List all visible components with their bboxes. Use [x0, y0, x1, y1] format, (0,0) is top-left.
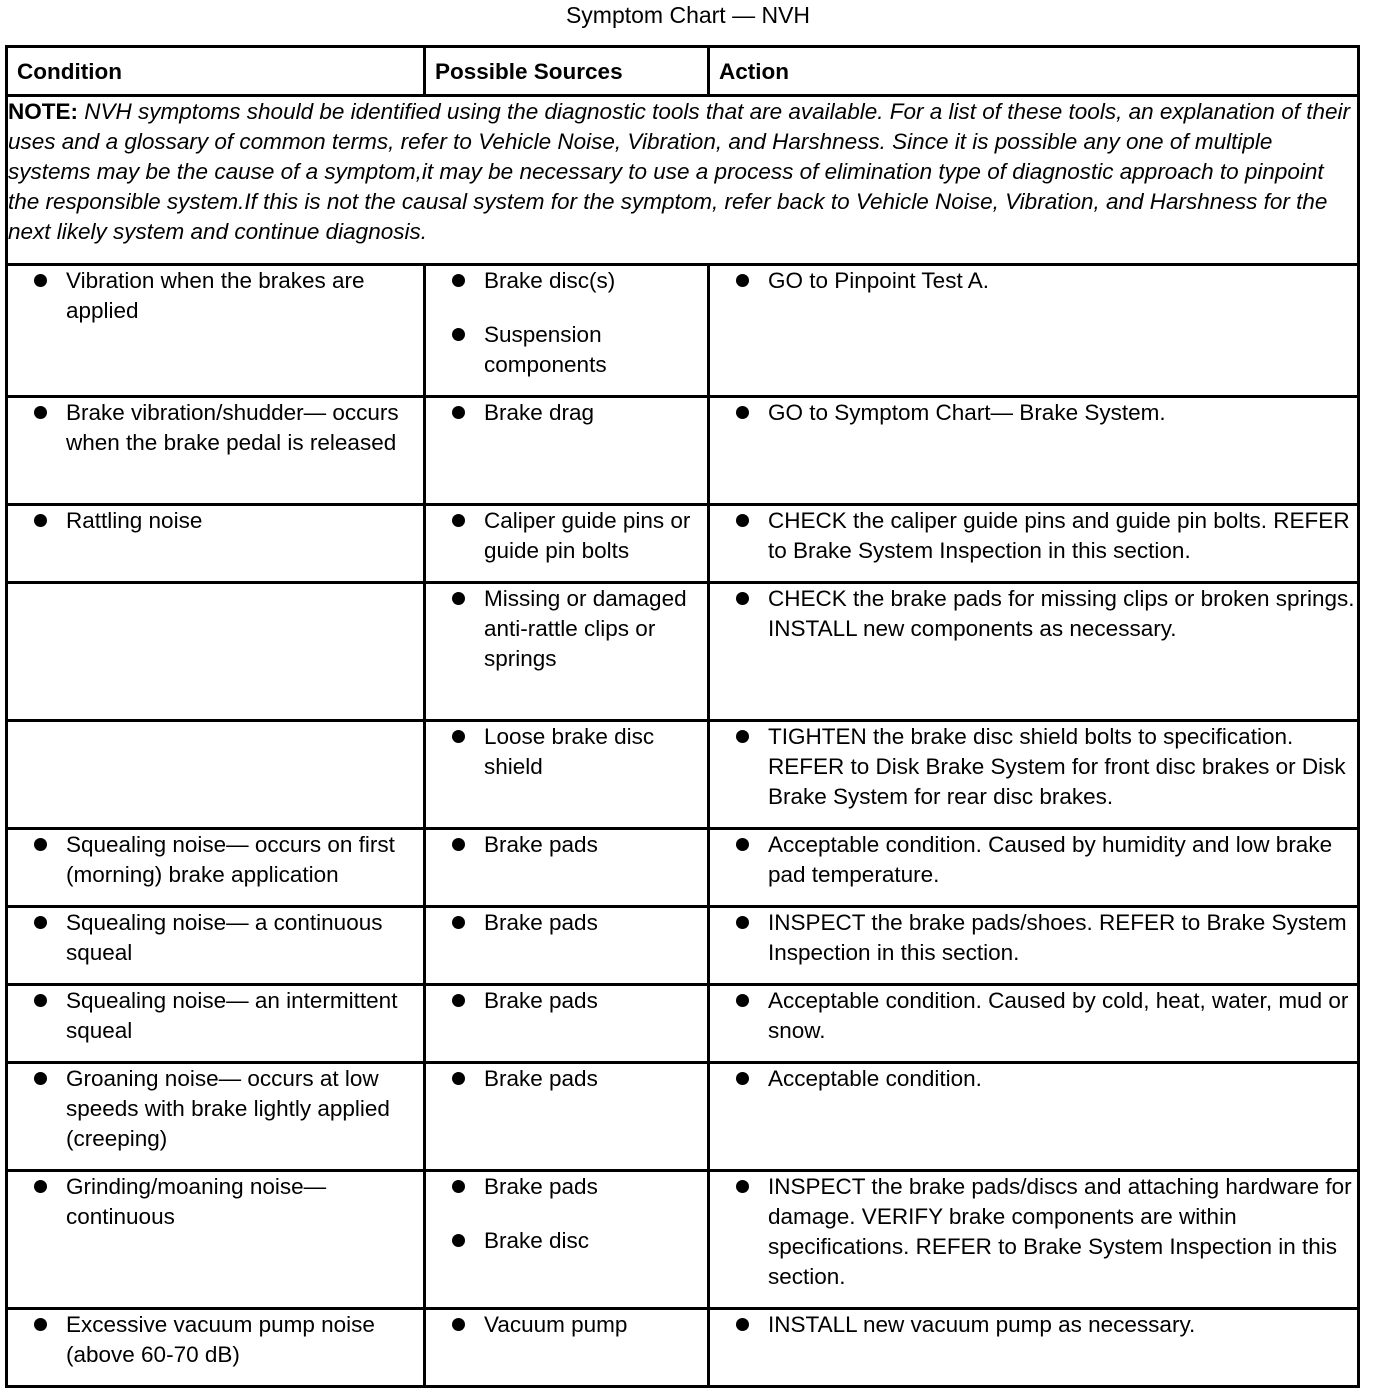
source-bullet-item: Brake disc(s): [426, 266, 707, 296]
table-row: [7, 985, 1359, 1063]
table-row: [7, 829, 1359, 907]
note-label: NOTE:: [8, 99, 78, 124]
condition-column-header: Condition: [7, 47, 425, 96]
action-cell: [709, 265, 1359, 397]
page-title: Symptom Chart — NVH: [565, 2, 811, 28]
source-bullet-item: Brake pads: [426, 908, 707, 938]
source-cell: [425, 583, 709, 721]
action-bullet-item: GO to Pinpoint Test A.: [710, 266, 1357, 296]
table-row: [7, 583, 1359, 721]
source-cell: [425, 1063, 709, 1171]
table-row: [7, 505, 1359, 583]
action-cell: [709, 907, 1359, 985]
source-cell: [425, 907, 709, 985]
action-cell: [709, 1063, 1359, 1171]
table-row: [7, 1063, 1359, 1171]
source-bullet-item: Suspension components: [426, 320, 707, 380]
action-bullet-item: Acceptable condition. Caused by cold, heat, water, mud or snow.: [710, 986, 1357, 1046]
condition-bullet-item: Brake vibration/shudder— occurs when the brake pedal is released: [8, 398, 423, 458]
possible-sources-column-header: Possible Sources: [425, 47, 709, 96]
action-bullet-item: CHECK the brake pads for missing clips or broken springs. INSTALL new components as necessary.: [710, 584, 1357, 644]
action-cell: [709, 505, 1359, 583]
action-cell: [709, 1171, 1359, 1309]
action-bullet-item: Acceptable condition.: [710, 1064, 1357, 1094]
action-bullet-item: CHECK the caliper guide pins and guide pin bolts. REFER to Brake System Inspection in this section.: [710, 506, 1357, 566]
source-cell: [425, 985, 709, 1063]
condition-cell: [7, 907, 425, 985]
table-row: [7, 907, 1359, 985]
table-row: [7, 1309, 1359, 1387]
source-bullet-item: Loose brake disc shield: [426, 722, 707, 782]
action-bullet-item: INSTALL new vacuum pump as necessary.: [710, 1310, 1357, 1340]
action-bullet-item: INSPECT the brake pads/shoes. REFER to Brake System Inspection in this section.: [710, 908, 1357, 968]
condition-bullet-item: Vibration when the brakes are applied: [8, 266, 423, 326]
condition-bullet-item: Rattling noise: [8, 506, 423, 536]
source-cell: [425, 265, 709, 397]
source-cell: [425, 505, 709, 583]
condition-bullet-item: Squealing noise— an intermittent squeal: [8, 986, 423, 1046]
condition-cell: [7, 265, 425, 397]
action-bullet-item: INSPECT the brake pads/discs and attaching hardware for damage. VERIFY brake components are within specifications. REFER to Brake System Inspection in this section.: [710, 1172, 1357, 1292]
action-cell: [709, 721, 1359, 829]
condition-bullet-item: Grinding/moaning noise— continuous: [8, 1172, 423, 1232]
source-bullet-item: Missing or damaged anti-rattle clips or springs: [426, 584, 707, 674]
symptom-chart-table: [5, 45, 1360, 1388]
note-row: [7, 96, 1359, 265]
source-cell: [425, 829, 709, 907]
note-cell: [7, 96, 1359, 265]
source-cell: [425, 1171, 709, 1309]
condition-cell: [7, 829, 425, 907]
condition-bullet-item: Groaning noise— occurs at low speeds with brake lightly applied (creeping): [8, 1064, 423, 1154]
condition-cell: [7, 721, 425, 829]
source-bullet-item: Brake disc: [426, 1226, 707, 1256]
condition-bullet-item: Squealing noise— a continuous squeal: [8, 908, 423, 968]
source-bullet-item: Brake pads: [426, 1172, 707, 1202]
source-cell: [425, 397, 709, 505]
condition-cell: [7, 583, 425, 721]
action-cell: [709, 829, 1359, 907]
table-row: [7, 1171, 1359, 1309]
condition-cell: [7, 1063, 425, 1171]
table-row: [7, 265, 1359, 397]
header-row: [7, 47, 1359, 96]
action-cell: [709, 985, 1359, 1063]
source-bullet-item: Brake drag: [426, 398, 707, 428]
source-bullet-item: Caliper guide pins or guide pin bolts: [426, 506, 707, 566]
condition-cell: [7, 1171, 425, 1309]
condition-cell: [7, 1309, 425, 1387]
action-cell: [709, 1309, 1359, 1387]
condition-bullet-item: Excessive vacuum pump noise (above 60-70 dB): [8, 1310, 423, 1370]
condition-cell: [7, 397, 425, 505]
action-column-header: Action: [709, 47, 1359, 96]
condition-cell: [7, 985, 425, 1063]
source-bullet-item: Brake pads: [426, 986, 707, 1016]
action-cell: [709, 583, 1359, 721]
source-bullet-item: Brake pads: [426, 830, 707, 860]
condition-bullet-item: Squealing noise— occurs on first (morning) brake application: [8, 830, 423, 890]
table-row: [7, 397, 1359, 505]
table-row: [7, 721, 1359, 829]
action-bullet-item: Acceptable condition. Caused by humidity and low brake pad temperature.: [710, 830, 1357, 890]
condition-cell: [7, 505, 425, 583]
note-text: NVH symptoms should be identified using the diagnostic tools that are available. For a list of these tools, an explanation of their uses and a glossary of common terms, refer to Vehicle Noise, Vibration, and Harshness. Since it is possible any one of multiple systems may be the cause of a symptom,it may be necessary to use a process of elimination type of diagnostic approach to pinpoint the responsible system.If this is not the causal system for the symptom, refer back to Vehicle Noise, Vibration, and Harshness for the next likely system and continue diagnosis.: [8, 99, 1350, 244]
source-cell: [425, 1309, 709, 1387]
action-bullet-item: GO to Symptom Chart— Brake System.: [710, 398, 1357, 428]
action-bullet-item: TIGHTEN the brake disc shield bolts to specification. REFER to Disk Brake System for front disc brakes or Disk Brake System for rear disc brakes.: [710, 722, 1357, 812]
source-bullet-item: Vacuum pump: [426, 1310, 707, 1340]
source-cell: [425, 721, 709, 829]
action-cell: [709, 397, 1359, 505]
source-bullet-item: Brake pads: [426, 1064, 707, 1094]
